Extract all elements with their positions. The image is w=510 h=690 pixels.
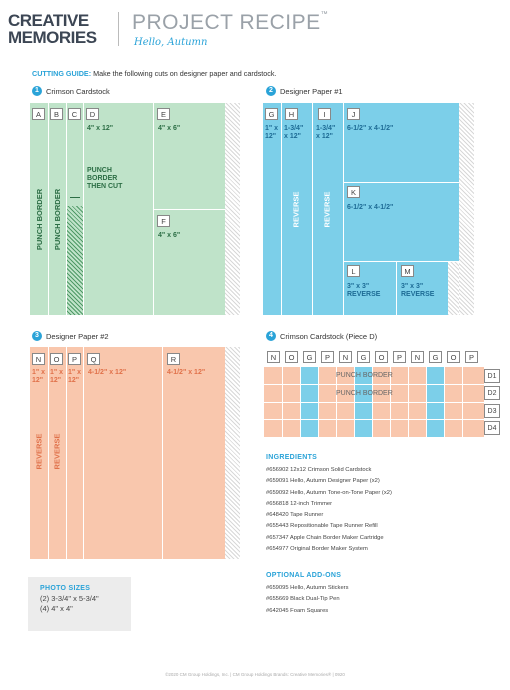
ingredient-item: #656902 12x12 Crimson Solid Cardstock: [266, 467, 372, 473]
size-p: 1" x 12": [68, 369, 82, 384]
strip-tag-d4: D4: [484, 421, 500, 435]
ingredient-item: #657347 Apple Chain Border Maker Cartridge: [266, 534, 384, 541]
size-r: 4-1/2" x 12": [167, 369, 206, 376]
photo-size-1: (2) 3-3/4" x 5-3/4": [40, 594, 99, 603]
crimson-strips: [264, 367, 484, 437]
photo-size-2: (4) 4" x 4": [40, 604, 73, 613]
punch-cut-note: PUNCH BORDER THEN CUT: [87, 167, 123, 190]
strip-label: N: [339, 351, 352, 363]
reverse-i: REVERSE: [322, 191, 332, 228]
ingredient-item: #659091 Hello, Autumn Designer Paper (x2): [266, 478, 380, 485]
size-i: 1-3/4" x 12": [316, 125, 336, 140]
strip-top-labels: [264, 350, 484, 366]
header-divider: [118, 12, 119, 46]
logo-bottom: MEMORIES: [8, 28, 97, 47]
ingredients-heading: INGREDIENTS: [266, 454, 318, 461]
strip-label: G: [357, 351, 370, 363]
punch-border-b: PUNCH BORDER: [53, 188, 62, 251]
strip-label: P: [465, 351, 478, 363]
section-1-title: 1 Crimson Cardstock: [32, 86, 110, 96]
strip-label: N: [267, 351, 280, 363]
reverse-h: REVERSE: [291, 191, 301, 228]
ingredient-item: #654977 Original Border Maker System: [266, 546, 368, 553]
piece-label-m: M: [401, 265, 414, 277]
page-subtitle: Hello, Autumn: [134, 37, 208, 48]
piece-label-a: A: [32, 108, 45, 120]
section-4-title: 4 Crimson Cardstock (Piece D): [266, 331, 377, 341]
piece-label-d: D: [86, 108, 99, 120]
size-k: 6-1/2" x 4-1/2": [347, 204, 394, 211]
piece-label-e: E: [157, 108, 170, 120]
strip-label: O: [375, 351, 388, 363]
piece-label-g: G: [265, 108, 278, 120]
piece-label-q: Q: [87, 353, 100, 365]
ingredient-item: #656818 12-inch Trimmer: [266, 500, 333, 507]
photo-sizes-heading: PHOTO SIZES: [40, 585, 91, 592]
section-3-title: 3 Designer Paper #2: [32, 331, 109, 341]
piece-label-p: P: [68, 353, 81, 365]
strip-label: P: [393, 351, 406, 363]
strip-tag-d1: D1: [484, 369, 500, 383]
piece-label-c: C: [68, 108, 81, 120]
piece-label-j: J: [347, 108, 360, 120]
section-2-title: 2 Designer Paper #1: [266, 86, 343, 96]
strip-label: G: [303, 351, 316, 363]
piece-label-r: R: [167, 353, 180, 365]
size-n: 1" x 12": [32, 369, 46, 384]
size-q: 4-1/2" x 12": [88, 369, 127, 376]
punch-border-strip-2: PUNCH BORDER: [336, 390, 393, 397]
size-f: 4" x 6": [158, 232, 181, 239]
addons-section: [266, 572, 496, 617]
ingredient-item: #648420 Tape Runner: [266, 512, 324, 519]
photo-sizes-box: [28, 577, 131, 631]
size-j: 6-1/2" x 4-1/2": [347, 125, 394, 132]
ingredient-item: #659092 Hello, Autumn Tone-on-Tone Paper (x2): [266, 489, 392, 496]
piece-label-k: K: [347, 186, 360, 198]
size-d: 4" x 12": [87, 125, 114, 132]
addon-item: #655669 Black Dual-Tip Pen: [266, 596, 340, 603]
cutting-guide: CUTTING GUIDE: Make the following cuts on designer paper and cardstock.: [32, 69, 277, 78]
ingredients-section: [266, 454, 496, 555]
strip-tag-d2: D2: [484, 386, 500, 400]
piece-label-n: N: [32, 353, 45, 365]
waste-area: [66, 206, 83, 315]
waste-area: [459, 103, 474, 315]
punch-border-a: PUNCH BORDER: [35, 188, 44, 251]
strip-label: O: [285, 351, 298, 363]
addon-item: #659095 Hello, Autumn Stickers: [266, 585, 349, 591]
panel-crimson-cardstock: [30, 103, 240, 315]
waste-area: [448, 261, 459, 315]
footer: ©2020 CM Group Holdings, Inc. | CM Group Holdings Brands: Creative Memories® | 0920: [165, 672, 345, 677]
strip-label: O: [447, 351, 460, 363]
reverse-o: REVERSE: [52, 433, 62, 470]
piece-label-i: I: [318, 108, 331, 120]
size-e: 4" x 6": [158, 125, 181, 132]
waste-area: [225, 103, 240, 315]
piece-label-b: B: [50, 108, 63, 120]
strip-label: G: [429, 351, 442, 363]
piece-label-l: L: [347, 265, 360, 277]
logo-top: CREATIVE: [8, 11, 89, 30]
piece-label-o: O: [50, 353, 63, 365]
strip-label: N: [411, 351, 424, 363]
panel-designer-paper-2: [30, 347, 240, 559]
piece-label-h: H: [285, 108, 298, 120]
size-l: 3" x 3" REVERSE: [347, 283, 381, 298]
piece-label-f: F: [157, 215, 170, 227]
strip-label: P: [321, 351, 334, 363]
waste-area: [225, 347, 240, 559]
size-g: 1" x 12": [265, 125, 279, 140]
panel-designer-paper-1: [263, 103, 474, 315]
size-h: 1-3/4" x 12": [284, 125, 304, 140]
reverse-n: REVERSE: [34, 433, 44, 470]
ingredient-item: #655443 Repositionable Tape Runner Refill: [266, 523, 378, 530]
punch-border-strip-1: PUNCH BORDER: [336, 372, 393, 379]
page-title: PROJECT RECIPE™: [132, 11, 329, 34]
addon-item: #642045 Foam Squares: [266, 607, 329, 614]
size-o: 1" x 12": [50, 369, 64, 384]
addons-heading: OPTIONAL ADD-ONS: [266, 572, 342, 579]
strip-tag-d3: D3: [484, 404, 500, 418]
size-m: 3" x 3" REVERSE: [401, 283, 435, 298]
